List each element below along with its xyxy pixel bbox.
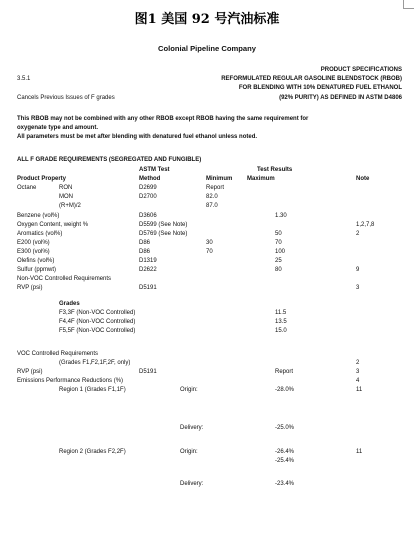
sulfur-note: 9 [356,267,360,273]
nonvoc-grade-f4: F4,4F (Non-VOC Controlled) [59,319,136,325]
aromatics-method: D5769 (See Note) [139,231,188,237]
oxygen-note: 1,2,7,8 [356,222,375,228]
nonvoc-grades-heading: Grades [59,301,80,307]
header-note: Note [356,176,370,182]
olefins-method: D1319 [139,258,157,264]
notice-line-2: oxygenate type and amount. [17,125,99,131]
product-specifications-heading: PRODUCT SPECIFICATIONS [320,67,402,73]
octane-mon-method: D2700 [139,194,157,200]
nonvoc-grade-f5-max: 15.0 [275,328,287,334]
nonvoc-rvp-method: D5191 [139,285,157,291]
notice-line-1: This RBOB may not be combined with any other RBOB except RBOB having the same requirement for [17,116,309,122]
e200-method: D86 [139,240,151,246]
voc-grades-line: (Grades F1,F2,1F,2F, only) [59,360,131,366]
voc-grades-note: 2 [356,360,360,366]
nonvoc-grade-f4-max: 13.5 [275,319,287,325]
region-1-label: Region 1 (Grades F1,1F) [59,387,126,393]
e300-method: D86 [139,249,151,255]
region-1-origin-value: -28.0% [275,387,295,393]
benzene-property: Benzene (vol%) [17,213,60,219]
company-name: Colonial Pipeline Company [158,44,256,53]
octane-mon-min: 82.0 [206,194,218,200]
octane-ron-min: Report [206,185,225,191]
region-1-note: 11 [356,387,363,393]
oxygen-method: D5599 (See Note) [139,222,188,228]
region-1-origin-label: Origin: [180,387,198,393]
header-astm-test: ASTM Test [139,167,170,173]
octane-antiknock-min: 87.0 [206,203,218,209]
aromatics-max: 50 [275,231,282,237]
region-1-delivery-value: -25.0% [275,425,295,431]
e200-min: 30 [206,240,213,246]
region-2-delivery-label: Delivery: [180,481,204,487]
sulfur-method: D2622 [139,267,157,273]
e200-max: 70 [275,240,282,246]
product-line-3: (92% PURITY) AS DEFINED IN ASTM D4806 [279,95,402,101]
emissions-note: 4 [356,378,360,384]
header-test-results: Test Results [257,167,293,173]
region-2-label: Region 2 (Grades F2,2F) [59,449,126,455]
voc-rvp-property: RVP (psi) [17,369,43,375]
voc-rvp-max: Report [275,369,294,375]
e300-max: 100 [275,249,286,255]
oxygen-property: Oxygen Content, weight % [17,222,89,228]
product-line-2: FOR BLENDING WITH 10% DENATURED FUEL ETHANOL [238,85,402,91]
figure-title: 图1 美国 92 号汽油标准 [134,12,280,27]
voc-heading: VOC Controlled Requirements [17,351,99,357]
sulfur-max: 80 [275,267,282,273]
region-2-delivery-value: -23.4% [275,481,295,487]
octane-antiknock: (R+M)/2 [59,203,81,209]
voc-rvp-method: D5191 [139,369,157,375]
header-minimum: Minimum [206,176,233,182]
region-2-note: 11 [356,449,363,455]
nonvoc-rvp-note: 3 [356,285,360,291]
voc-rvp-note: 3 [356,369,360,375]
section-number: 3.5.1 [17,76,31,82]
aromatics-note: 2 [356,231,360,237]
header-maximum: Maximum [247,176,275,182]
region-2-origin-label: Origin: [180,449,198,455]
benzene-method: D3606 [139,213,157,219]
nonvoc-grade-f5: F5,5F (Non-VOC Controlled) [59,328,136,334]
region-1-delivery-label: Delivery: [180,425,204,431]
e300-min: 70 [206,249,213,255]
cancels-previous-issues: Cancels Previous Issues of F grades [17,95,115,101]
nonvoc-grade-f3: F3,3F (Non-VOC Controlled) [59,310,136,316]
e200-property: E200 (vol%) [17,240,50,246]
notice-line-3: All parameters must be met after blending with denatured fuel ethanol unless noted. [17,134,258,140]
header-method: Method [139,176,161,182]
requirements-heading: ALL F GRADE REQUIREMENTS (SEGREGATED AND FUNGIBLE) [17,157,202,163]
region-2-origin-value-1: -26.4% [275,449,295,455]
octane-ron-method: D2699 [139,185,157,191]
header-product-property: Product Property [17,176,67,182]
nonvoc-heading: Non-VOC Controlled Requirements [17,276,112,282]
octane-label: Octane [17,185,37,191]
octane-mon: MON [59,194,73,200]
octane-ron: RON [59,185,73,191]
sulfur-property: Sulfur (ppmwt) [17,267,57,273]
aromatics-property: Aromatics (vol%) [17,231,63,237]
e300-property: E300 (vol%) [17,249,50,255]
olefins-property: Olefins (vol%) [17,258,55,264]
region-2-origin-value-2: -25.4% [275,458,295,464]
emissions-heading: Emissions Performance Reductions (%) [17,378,124,384]
product-line-1: REFORMULATED REGULAR GASOLINE BLENDSTOCK (RBOB) [221,76,402,82]
nonvoc-rvp-property: RVP (psi) [17,285,43,291]
benzene-max: 1.30 [275,213,287,219]
nonvoc-grade-f3-max: 11.5 [275,310,287,316]
olefins-max: 25 [275,258,282,264]
